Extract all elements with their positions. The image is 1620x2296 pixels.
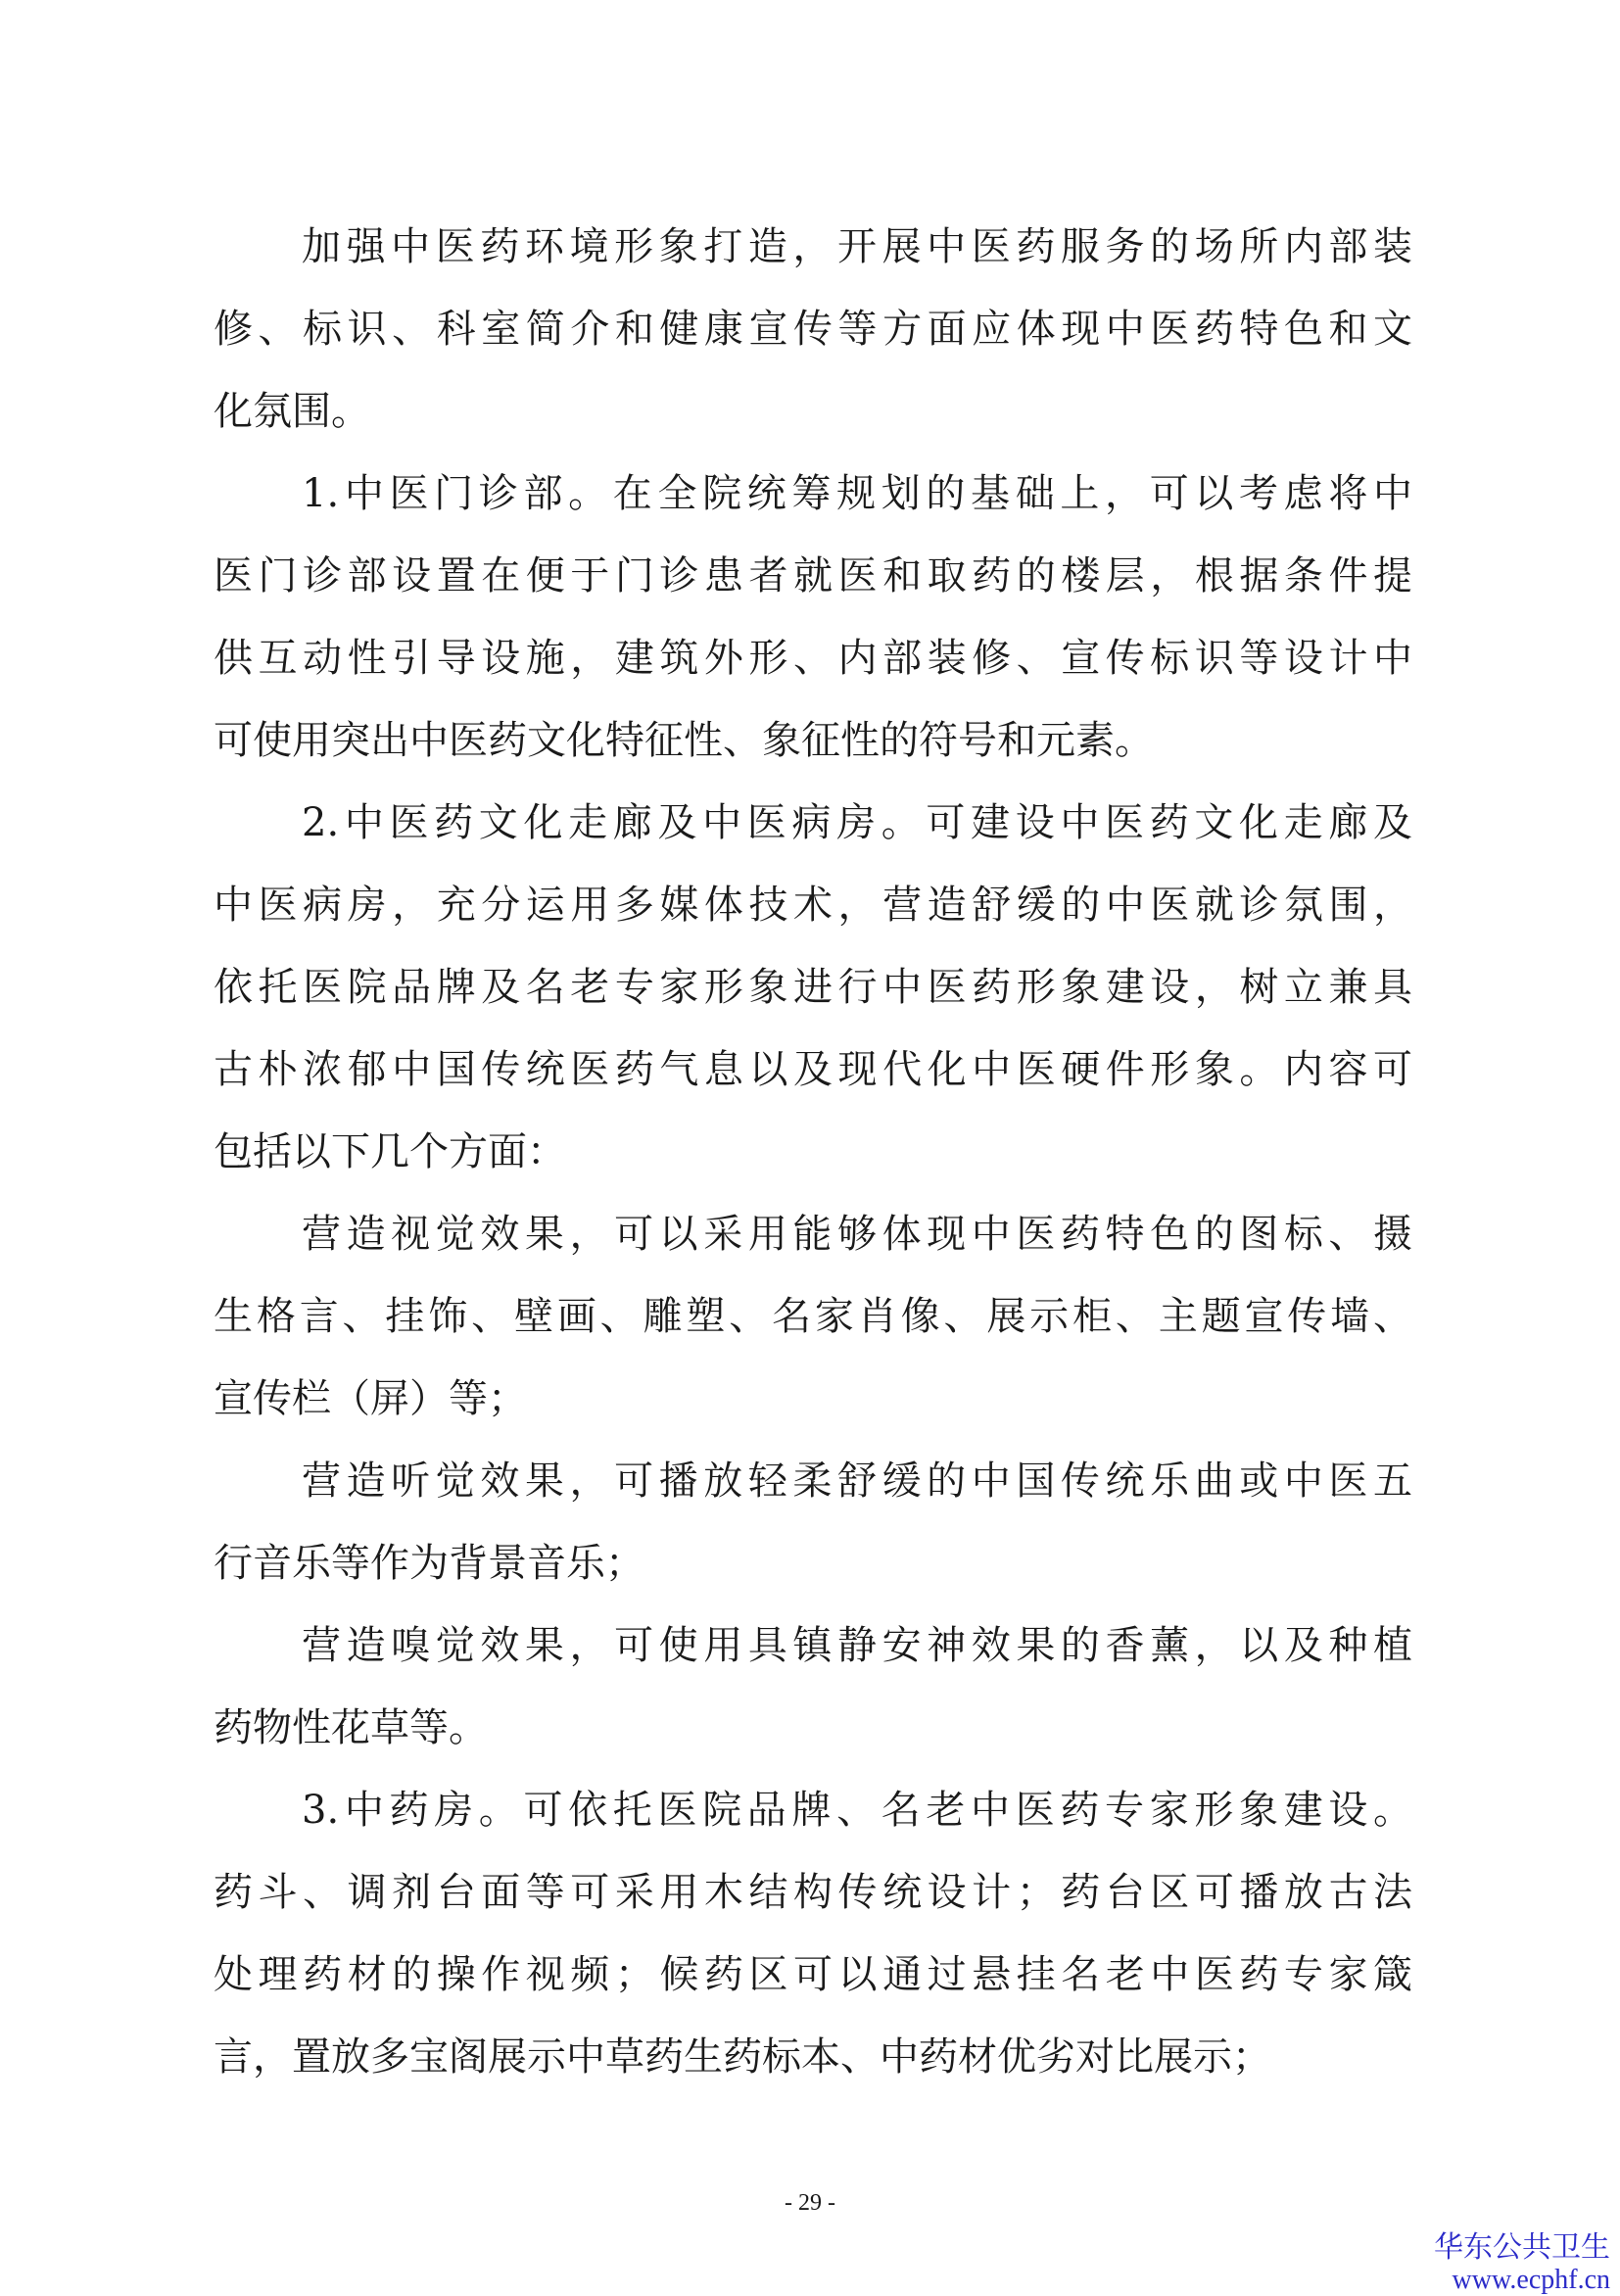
text-line: 处理药材的操作视频；候药区可以通过悬挂名老中医药专家箴: [214, 1952, 1412, 1997]
text-line: 营造嗅觉效果，可使用具镇静安神效果的香薰，以及种植: [302, 1623, 1412, 1668]
text-line: 医门诊部设置在便于门诊患者就医和取药的楼层，根据条件提: [214, 553, 1412, 598]
text-line: 营造听觉效果，可播放轻柔舒缓的中国传统乐曲或中医五: [302, 1459, 1412, 1504]
text-line: 中医病房，充分运用多媒体技术，营造舒缓的中医就诊氛围，: [214, 883, 1412, 928]
page-number: - 29 -: [785, 2190, 835, 2216]
text-line: 修、标识、科室简介和健康宣传等方面应体现中医药特色和文: [214, 307, 1412, 352]
text-line: 可使用突出中医药文化特征性、象征性的符号和元素。: [214, 718, 1154, 763]
watermark-name: 华东公共卫生: [1434, 2230, 1610, 2265]
watermark: [1434, 2231, 1610, 2296]
text-line: 包括以下几个方面：: [214, 1129, 566, 1174]
text-line: 古朴浓郁中国传统医药气息以及现代化中医硬件形象。内容可: [214, 1047, 1412, 1092]
watermark-url: www.ecphf.cn: [1452, 2265, 1610, 2295]
text-line: 生格言、挂饰、壁画、雕塑、名家肖像、展示柜、主题宣传墙、: [214, 1294, 1412, 1339]
text-line: 言，置放多宝阁展示中草药生药标本、中药材优劣对比展示；: [214, 2034, 1271, 2080]
text-line: 依托医院品牌及名老专家形象进行中医药形象建设，树立兼具: [214, 965, 1412, 1010]
text-line: 1.中医门诊部。在全院统筹规划的基础上，可以考虑将中: [302, 471, 1412, 516]
text-line: 药斗、调剂台面等可采用木结构传统设计；药台区可播放古法: [214, 1870, 1412, 1915]
text-line: 3.中药房。可依托医院品牌、名老中医药专家形象建设。: [302, 1788, 1412, 1833]
text-line: 药物性花草等。: [214, 1705, 488, 1750]
text-line: 供互动性引导设施，建筑外形、内部装修、宣传标识等设计中: [214, 636, 1412, 681]
text-line: 宣传栏（屏）等；: [214, 1376, 527, 1421]
text-line: 行音乐等作为背景音乐；: [214, 1541, 644, 1586]
text-line: 化氛围。: [214, 389, 370, 434]
text-line: 2.中医药文化走廊及中医病房。可建设中医药文化走廊及: [302, 800, 1412, 845]
document-body: [214, 206, 1412, 2098]
text-line: 营造视觉效果，可以采用能够体现中医药特色的图标、摄: [302, 1212, 1412, 1257]
text-line: 加强中医药环境形象打造，开展中医药服务的场所内部装: [302, 224, 1412, 269]
